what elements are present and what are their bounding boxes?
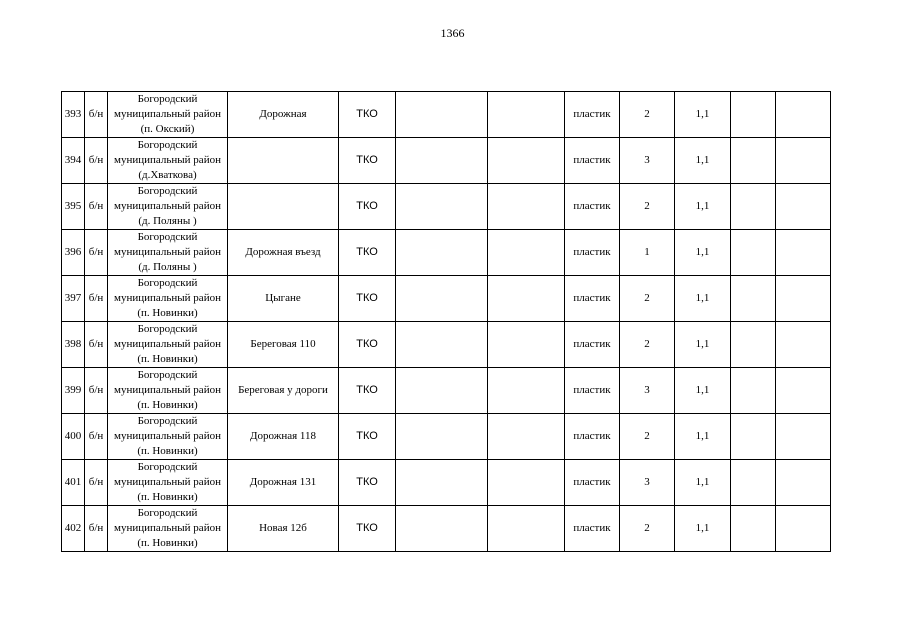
row-number-cell: 393 <box>62 92 85 138</box>
empty-cell-d <box>776 184 831 230</box>
row-number-cell: 396 <box>62 230 85 276</box>
district-line: (п. Новинки) <box>137 445 198 457</box>
empty-cell-a <box>396 92 488 138</box>
waste-type-cell: ТКО <box>339 322 396 368</box>
material-cell: пластик <box>565 92 620 138</box>
row-number-cell: 401 <box>62 460 85 506</box>
row-number-cell: 395 <box>62 184 85 230</box>
district-line: муниципальный район <box>114 108 221 120</box>
district-line: (п. Новинки) <box>137 491 198 503</box>
empty-cell-b <box>488 92 565 138</box>
empty-cell-a <box>396 368 488 414</box>
empty-cell-c <box>731 184 776 230</box>
empty-cell-c <box>731 138 776 184</box>
house-number-cell: б/н <box>85 184 108 230</box>
material-cell: пластик <box>565 506 620 552</box>
empty-cell-a <box>396 230 488 276</box>
row-number-cell: 394 <box>62 138 85 184</box>
district-line: Богородский <box>137 93 198 105</box>
street-cell: Дорожная <box>228 92 339 138</box>
house-number-cell: б/н <box>85 506 108 552</box>
empty-cell-b <box>488 276 565 322</box>
house-number-cell: б/н <box>85 368 108 414</box>
empty-cell-d <box>776 276 831 322</box>
table-row <box>62 368 831 414</box>
street-cell <box>228 138 339 184</box>
container-count-cell: 2 <box>620 92 675 138</box>
district-line: муниципальный район <box>114 384 221 396</box>
material-cell: пластик <box>565 230 620 276</box>
district-line: (п. Окский) <box>140 123 195 135</box>
waste-type-cell: ТКО <box>339 506 396 552</box>
district-line: Богородский <box>137 415 198 427</box>
district-line: Богородский <box>137 507 198 519</box>
district-cell <box>108 368 228 414</box>
street-cell: Дорожная въезд <box>228 230 339 276</box>
district-line: (д. Поляны ) <box>138 215 197 227</box>
district-line: муниципальный район <box>114 292 221 304</box>
container-count-cell: 3 <box>620 368 675 414</box>
house-number-cell: б/н <box>85 460 108 506</box>
empty-cell-c <box>731 322 776 368</box>
district-line: муниципальный район <box>114 246 221 258</box>
district-line: (п. Новинки) <box>137 307 198 319</box>
house-number-cell: б/н <box>85 322 108 368</box>
empty-cell-a <box>396 460 488 506</box>
empty-cell-d <box>776 368 831 414</box>
row-number-cell: 400 <box>62 414 85 460</box>
container-count-cell: 2 <box>620 276 675 322</box>
district-cell <box>108 138 228 184</box>
district-cell <box>108 230 228 276</box>
empty-cell-a <box>396 414 488 460</box>
waste-site-table <box>61 91 831 552</box>
container-volume-cell: 1,1 <box>675 230 731 276</box>
waste-type-cell: ТКО <box>339 184 396 230</box>
district-cell <box>108 322 228 368</box>
empty-cell-b <box>488 460 565 506</box>
table-row <box>62 506 831 552</box>
house-number-cell: б/н <box>85 138 108 184</box>
empty-cell-b <box>488 184 565 230</box>
row-number-cell: 402 <box>62 506 85 552</box>
container-volume-cell: 1,1 <box>675 184 731 230</box>
material-cell: пластик <box>565 276 620 322</box>
street-cell: Новая 12б <box>228 506 339 552</box>
house-number-cell: б/н <box>85 414 108 460</box>
district-line: муниципальный район <box>114 430 221 442</box>
empty-cell-c <box>731 92 776 138</box>
district-line: муниципальный район <box>114 338 221 350</box>
house-number-cell: б/н <box>85 230 108 276</box>
container-volume-cell: 1,1 <box>675 322 731 368</box>
district-line: муниципальный район <box>114 522 221 534</box>
empty-cell-d <box>776 138 831 184</box>
empty-cell-a <box>396 276 488 322</box>
street-cell: Цыгане <box>228 276 339 322</box>
waste-type-cell: ТКО <box>339 230 396 276</box>
district-cell <box>108 460 228 506</box>
row-number-cell: 399 <box>62 368 85 414</box>
container-count-cell: 1 <box>620 230 675 276</box>
district-line: Богородский <box>137 277 198 289</box>
page-number: 1366 <box>440 26 465 40</box>
material-cell: пластик <box>565 184 620 230</box>
district-line: Богородский <box>137 323 198 335</box>
waste-type-cell: ТКО <box>339 460 396 506</box>
container-count-cell: 2 <box>620 322 675 368</box>
container-volume-cell: 1,1 <box>675 92 731 138</box>
waste-type-cell: ТКО <box>339 276 396 322</box>
material-cell: пластик <box>565 322 620 368</box>
empty-cell-c <box>731 368 776 414</box>
empty-cell-d <box>776 322 831 368</box>
empty-cell-a <box>396 138 488 184</box>
empty-cell-c <box>731 506 776 552</box>
empty-cell-d <box>776 460 831 506</box>
waste-type-cell: ТКО <box>339 414 396 460</box>
district-cell <box>108 184 228 230</box>
district-line: (п. Новинки) <box>137 537 198 549</box>
district-line: (п. Новинки) <box>137 399 198 411</box>
empty-cell-b <box>488 506 565 552</box>
empty-cell-d <box>776 506 831 552</box>
container-volume-cell: 1,1 <box>675 138 731 184</box>
empty-cell-d <box>776 92 831 138</box>
table-row <box>62 184 831 230</box>
district-line: муниципальный район <box>114 154 221 166</box>
waste-type-cell: ТКО <box>339 138 396 184</box>
district-line: муниципальный район <box>114 476 221 488</box>
material-cell: пластик <box>565 460 620 506</box>
empty-cell-c <box>731 460 776 506</box>
material-cell: пластик <box>565 414 620 460</box>
empty-cell-a <box>396 184 488 230</box>
district-line: Богородский <box>137 369 198 381</box>
district-line: (д.Хваткова) <box>138 169 197 181</box>
table-row <box>62 460 831 506</box>
material-cell: пластик <box>565 138 620 184</box>
container-volume-cell: 1,1 <box>675 368 731 414</box>
row-number-cell: 397 <box>62 276 85 322</box>
district-cell <box>108 92 228 138</box>
table-row <box>62 92 831 138</box>
container-count-cell: 3 <box>620 460 675 506</box>
container-volume-cell: 1,1 <box>675 460 731 506</box>
table-row <box>62 322 831 368</box>
empty-cell-c <box>731 276 776 322</box>
street-cell <box>228 184 339 230</box>
empty-cell-d <box>776 230 831 276</box>
empty-cell-a <box>396 506 488 552</box>
container-volume-cell: 1,1 <box>675 414 731 460</box>
house-number-cell: б/н <box>85 276 108 322</box>
district-cell <box>108 276 228 322</box>
table-row <box>62 276 831 322</box>
waste-type-cell: ТКО <box>339 368 396 414</box>
empty-cell-d <box>776 414 831 460</box>
district-cell <box>108 414 228 460</box>
street-cell: Дорожная 131 <box>228 460 339 506</box>
house-number-cell: б/н <box>85 92 108 138</box>
district-line: муниципальный район <box>114 200 221 212</box>
table-row <box>62 230 831 276</box>
street-cell: Береговая у дороги <box>228 368 339 414</box>
container-count-cell: 2 <box>620 414 675 460</box>
empty-cell-a <box>396 322 488 368</box>
container-volume-cell: 1,1 <box>675 506 731 552</box>
empty-cell-b <box>488 368 565 414</box>
district-line: Богородский <box>137 139 198 151</box>
district-line: (д. Поляны ) <box>138 261 197 273</box>
table-body <box>62 92 831 552</box>
empty-cell-b <box>488 414 565 460</box>
waste-type-cell: ТКО <box>339 92 396 138</box>
street-cell: Береговая 110 <box>228 322 339 368</box>
district-line: (п. Новинки) <box>137 353 198 365</box>
row-number-cell: 398 <box>62 322 85 368</box>
empty-cell-c <box>731 414 776 460</box>
material-cell: пластик <box>565 368 620 414</box>
container-volume-cell: 1,1 <box>675 276 731 322</box>
table-row <box>62 414 831 460</box>
empty-cell-b <box>488 138 565 184</box>
district-line: Богородский <box>137 231 198 243</box>
empty-cell-c <box>731 230 776 276</box>
container-count-cell: 2 <box>620 506 675 552</box>
district-line: Богородский <box>137 185 198 197</box>
street-cell: Дорожная 118 <box>228 414 339 460</box>
table-row <box>62 138 831 184</box>
empty-cell-b <box>488 322 565 368</box>
empty-cell-b <box>488 230 565 276</box>
district-cell <box>108 506 228 552</box>
district-line: Богородский <box>137 461 198 473</box>
container-count-cell: 2 <box>620 184 675 230</box>
container-count-cell: 3 <box>620 138 675 184</box>
